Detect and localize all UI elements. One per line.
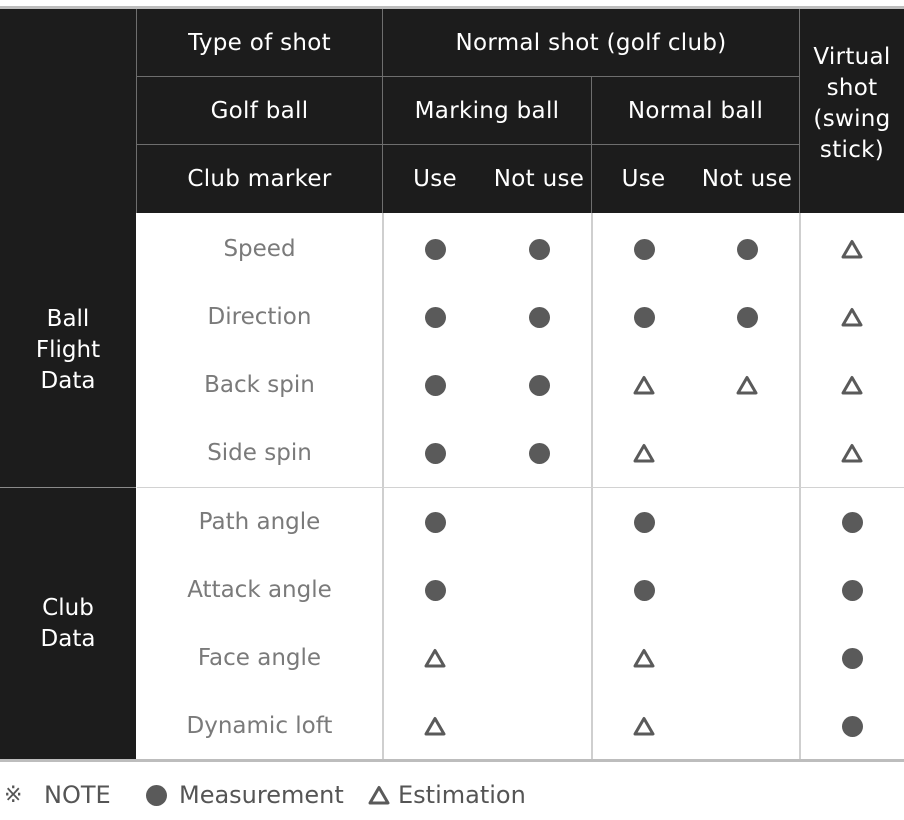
measurement-icon [634,580,655,601]
measurement-icon [634,307,655,328]
estimation-icon [368,785,390,805]
row-label: Path angle [198,509,321,535]
measurement-icon [529,239,550,260]
measurement-icon [425,443,446,464]
table-cell-mark [695,351,799,419]
measurement-icon [737,307,758,328]
table-cell-mark [383,283,487,351]
table-cell-mark [695,215,799,283]
measurement-icon [842,716,863,737]
measurement-icon [425,239,446,260]
note-label: NOTE [44,781,111,809]
header-club-marker: Club marker [187,166,332,192]
header-divider [136,9,137,213]
table-cell-mark [800,692,904,760]
table-cell-mark [800,419,904,487]
table-cell-mark [383,624,487,692]
table-cell-mark [383,419,487,487]
group-club-label: Club Data [40,594,96,652]
table-cell-mark [383,351,487,419]
estimation-icon [841,307,863,327]
table-cell-mark [800,351,904,419]
measurement-icon [634,512,655,533]
group-club-data [0,488,136,759]
note-symbol: ※ [4,782,23,808]
estimation-icon [424,648,446,668]
table-cell-mark [383,556,487,624]
measurement-icon [529,307,550,328]
header-type-of-shot: Type of shot [188,30,331,56]
group-ball-flight-label: Ball Flight Data [35,305,101,394]
estimation-icon [736,375,758,395]
row-label: Face angle [197,645,322,671]
table-cell-mark [592,556,696,624]
row-label: Speed [223,236,296,262]
table-cell-mark [487,215,591,283]
group-ball-flight-data [0,213,136,487]
measurement-icon [634,239,655,260]
estimation-icon [633,443,655,463]
header-divider [137,76,799,77]
table-cell-mark [800,488,904,556]
header-normal-shot: Normal shot (golf club) [455,30,727,56]
legend-measurement [146,770,344,820]
row-label: Dynamic loft [186,713,333,739]
legend-measurement-label: Measurement [179,781,344,809]
table-cell-mark [383,692,487,760]
measurement-icon [529,443,550,464]
header-marking-ball: Marking ball [414,98,560,124]
header-golf-ball: Golf ball [210,98,309,124]
row-label: Side spin [207,440,312,466]
measurement-icon [842,512,863,533]
header-divider [382,9,383,213]
header-virtual-shot-label: Virtual shot (swing stick) [813,44,891,163]
estimation-icon [841,375,863,395]
header-normal-ball: Normal ball [627,98,764,124]
measurement-icon [737,239,758,260]
table-cell-mark [800,215,904,283]
table-cell-mark [800,556,904,624]
measurement-icon [425,512,446,533]
header-use-normal: Use [621,166,666,192]
table-cell-mark [383,488,487,556]
measurement-icon [529,375,550,396]
table-cell-mark [695,283,799,351]
header-not-use-normal: Not use [701,166,793,192]
estimation-icon [633,648,655,668]
header-divider [137,144,799,145]
measurement-icon [842,580,863,601]
table-cell-mark [487,419,591,487]
header-not-use-marking: Not use [493,166,585,192]
table-cell-mark [592,692,696,760]
table-cell-mark [800,624,904,692]
table-cell-mark [592,283,696,351]
table-cell-mark [592,419,696,487]
measurement-icon [425,307,446,328]
table-cell-mark [487,351,591,419]
measurement-icon [146,785,167,806]
estimation-icon [841,239,863,259]
row-label: Direction [207,304,312,330]
table-cell-mark [592,624,696,692]
legend-estimation-label: Estimation [398,781,526,809]
table-cell-mark [487,283,591,351]
table-bottom-border [0,759,904,762]
row-label: Attack angle [187,577,332,603]
estimation-icon [841,443,863,463]
table-cell-mark [800,283,904,351]
estimation-icon [633,716,655,736]
table-cell-mark [592,351,696,419]
estimation-icon [424,716,446,736]
table-cell-mark [592,215,696,283]
header-virtual-shot [800,9,904,213]
header-use-marking: Use [413,166,457,192]
measurement-icon [425,580,446,601]
legend-estimation [368,770,526,820]
row-label: Back spin [204,372,315,398]
estimation-icon [633,375,655,395]
header-divider [799,9,800,213]
table-cell-mark [592,488,696,556]
header-divider [591,77,592,213]
measurement-icon [425,375,446,396]
measurement-icon [842,648,863,669]
table-cell-mark [383,215,487,283]
